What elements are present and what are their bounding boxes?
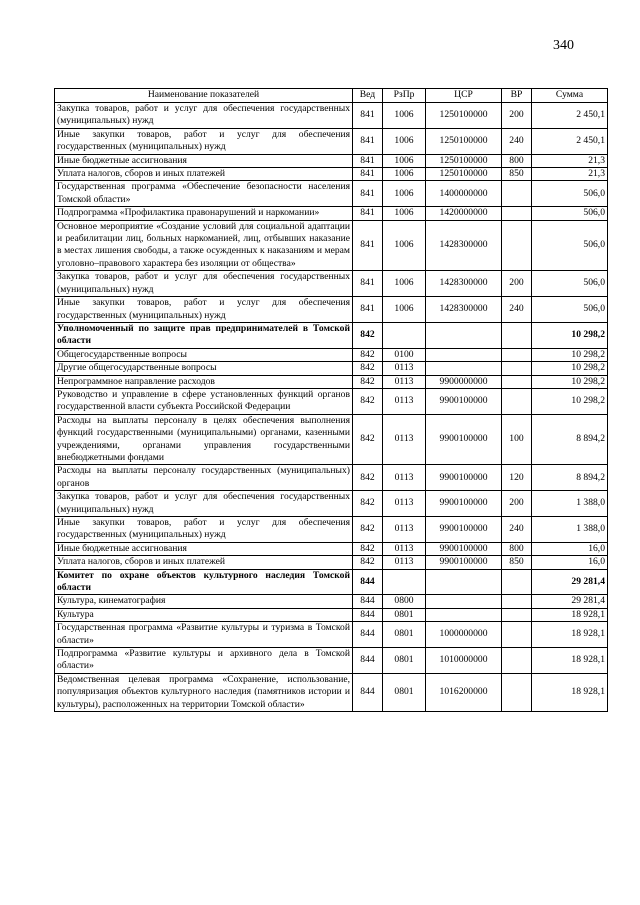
table-row [55, 414, 608, 465]
row-vr: 240 [502, 517, 532, 543]
row-sum: 2 450,1 [532, 128, 608, 154]
row-csr: 9900100000 [426, 556, 502, 569]
row-vr: 100 [502, 414, 532, 465]
row-rzpr: 0113 [383, 556, 426, 569]
table-row [55, 322, 608, 348]
row-csr: 9900100000 [426, 542, 502, 555]
row-sum: 8 894,2 [532, 465, 608, 491]
row-name: Другие общегосударственные вопросы [55, 362, 353, 375]
row-csr: 9900100000 [426, 414, 502, 465]
row-name: Государственная программа «Развитие культуры и туризма в Томской области» [55, 622, 353, 648]
table-body [55, 103, 608, 712]
header-sum: Сумма [532, 89, 608, 103]
table-row [55, 569, 608, 595]
header-name: Наименование показателей [55, 89, 353, 103]
row-rzpr: 1006 [383, 181, 426, 207]
row-ved: 844 [353, 569, 383, 595]
row-csr: 1016200000 [426, 673, 502, 711]
row-ved: 842 [353, 348, 383, 361]
table-row [55, 128, 608, 154]
row-rzpr: 1006 [383, 297, 426, 323]
table-row [55, 491, 608, 517]
row-vr: 200 [502, 103, 532, 129]
table-row [55, 168, 608, 181]
table-row [55, 271, 608, 297]
row-name: Подпрограмма «Развитие культуры и архивного дела в Томской области» [55, 648, 353, 674]
row-rzpr: 0113 [383, 491, 426, 517]
row-ved: 844 [353, 595, 383, 608]
row-sum: 506,0 [532, 220, 608, 271]
budget-table [54, 88, 608, 712]
row-rzpr: 1006 [383, 271, 426, 297]
row-csr: 9900000000 [426, 375, 502, 388]
table-row [55, 220, 608, 271]
row-rzpr [383, 322, 426, 348]
row-name: Уплата налогов, сборов и иных платежей [55, 168, 353, 181]
row-name: Руководство и управление в сфере установленных функций органов государственной власти субъекта Российской Федерации [55, 388, 353, 414]
row-vr [502, 595, 532, 608]
row-ved: 841 [353, 181, 383, 207]
row-sum: 10 298,2 [532, 388, 608, 414]
row-rzpr: 1006 [383, 168, 426, 181]
row-vr: 800 [502, 154, 532, 167]
table-row [55, 517, 608, 543]
row-rzpr: 0801 [383, 648, 426, 674]
row-sum: 16,0 [532, 542, 608, 555]
row-rzpr: 0113 [383, 375, 426, 388]
row-name: Основное мероприятие «Создание условий для социальной адаптации и реабилитации лиц, больных наркоманией, лиц, отбывших наказание в местах лишения свободы, а также осужденных к наказаниям и мерам уголовно–правового характера без изоляции от общества» [55, 220, 353, 271]
row-ved: 842 [353, 542, 383, 555]
row-vr [502, 608, 532, 621]
row-rzpr: 0800 [383, 595, 426, 608]
row-ved: 841 [353, 271, 383, 297]
row-name: Ведомственная целевая программа «Сохранение, использование, популяризация объектов культурного наследия (памятников истории и культуры), расположенных на территории Томской области» [55, 673, 353, 711]
row-ved: 842 [353, 322, 383, 348]
row-rzpr: 1006 [383, 154, 426, 167]
row-ved: 841 [353, 220, 383, 271]
row-name: Подпрограмма «Профилактика правонарушений и наркомании» [55, 207, 353, 220]
row-rzpr: 0113 [383, 362, 426, 375]
row-sum: 1 388,0 [532, 491, 608, 517]
row-csr: 9900100000 [426, 388, 502, 414]
row-ved: 842 [353, 414, 383, 465]
table-row [55, 348, 608, 361]
row-vr [502, 622, 532, 648]
row-sum: 29 281,4 [532, 595, 608, 608]
row-name: Иные закупки товаров, работ и услуг для обеспечения государственных (муниципальных) нужд [55, 517, 353, 543]
row-rzpr [383, 569, 426, 595]
row-sum: 10 298,2 [532, 375, 608, 388]
row-csr: 1250100000 [426, 128, 502, 154]
row-csr: 9900100000 [426, 465, 502, 491]
row-sum: 506,0 [532, 207, 608, 220]
row-vr [502, 673, 532, 711]
row-name: Закупка товаров, работ и услуг для обеспечения государственных (муниципальных) нужд [55, 271, 353, 297]
row-vr: 850 [502, 556, 532, 569]
row-csr: 1010000000 [426, 648, 502, 674]
row-ved: 844 [353, 648, 383, 674]
row-ved: 842 [353, 517, 383, 543]
row-csr: 1428300000 [426, 271, 502, 297]
row-vr [502, 348, 532, 361]
row-vr [502, 322, 532, 348]
row-name: Закупка товаров, работ и услуг для обеспечения государственных (муниципальных) нужд [55, 491, 353, 517]
table-row [55, 103, 608, 129]
table-row [55, 622, 608, 648]
row-rzpr: 0113 [383, 517, 426, 543]
row-csr: 1250100000 [426, 103, 502, 129]
row-sum: 506,0 [532, 271, 608, 297]
header-csr: ЦСР [426, 89, 502, 103]
row-rzpr: 0113 [383, 465, 426, 491]
row-vr: 240 [502, 297, 532, 323]
row-rzpr: 1006 [383, 207, 426, 220]
row-csr: 1250100000 [426, 168, 502, 181]
table-row [55, 207, 608, 220]
row-ved: 844 [353, 673, 383, 711]
row-ved: 842 [353, 388, 383, 414]
table-row [55, 542, 608, 555]
row-csr: 1000000000 [426, 622, 502, 648]
table-row [55, 608, 608, 621]
row-ved: 842 [353, 362, 383, 375]
row-csr: 9900100000 [426, 491, 502, 517]
row-ved: 842 [353, 556, 383, 569]
row-name: Культура [55, 608, 353, 621]
row-rzpr: 1006 [383, 128, 426, 154]
row-ved: 842 [353, 375, 383, 388]
row-rzpr: 0113 [383, 542, 426, 555]
row-name: Иные бюджетные ассигнования [55, 542, 353, 555]
row-name: Комитет по охране объектов культурного наследия Томской области [55, 569, 353, 595]
row-sum: 18 928,1 [532, 608, 608, 621]
table-row [55, 465, 608, 491]
row-csr [426, 348, 502, 361]
row-rzpr: 0113 [383, 388, 426, 414]
row-sum: 18 928,1 [532, 648, 608, 674]
row-sum: 18 928,1 [532, 622, 608, 648]
row-ved: 841 [353, 297, 383, 323]
row-rzpr: 0801 [383, 622, 426, 648]
row-name: Закупка товаров, работ и услуг для обеспечения государственных (муниципальных) нужд [55, 103, 353, 129]
row-name: Непрограммное направление расходов [55, 375, 353, 388]
row-csr: 1428300000 [426, 220, 502, 271]
row-sum: 506,0 [532, 297, 608, 323]
table-row [55, 375, 608, 388]
row-vr [502, 220, 532, 271]
row-name: Расходы на выплаты персоналу в целях обеспечения выполнения функций государственными (муниципальными) органами, казенными учреждениями, органами управления государственными внебюджетными фондами [55, 414, 353, 465]
row-name: Иные бюджетные ассигнования [55, 154, 353, 167]
row-rzpr: 0801 [383, 673, 426, 711]
row-sum: 8 894,2 [532, 414, 608, 465]
row-vr [502, 375, 532, 388]
row-name: Иные закупки товаров, работ и услуг для обеспечения государственных (муниципальных) нужд [55, 128, 353, 154]
row-sum: 10 298,2 [532, 362, 608, 375]
row-ved: 842 [353, 491, 383, 517]
header-rzpr: РзПр [383, 89, 426, 103]
row-name: Государственная программа «Обеспечение безопасности населения Томской области» [55, 181, 353, 207]
page-number: 340 [553, 38, 574, 53]
row-vr [502, 569, 532, 595]
row-sum: 29 281,4 [532, 569, 608, 595]
header-ved: Вед [353, 89, 383, 103]
row-vr: 240 [502, 128, 532, 154]
row-csr [426, 362, 502, 375]
row-sum: 16,0 [532, 556, 608, 569]
row-vr [502, 207, 532, 220]
table-row [55, 362, 608, 375]
row-vr: 200 [502, 271, 532, 297]
table-row [55, 556, 608, 569]
row-vr: 850 [502, 168, 532, 181]
table-row [55, 154, 608, 167]
row-name: Культура, кинематография [55, 595, 353, 608]
row-sum: 10 298,2 [532, 322, 608, 348]
row-vr: 120 [502, 465, 532, 491]
row-csr: 1400000000 [426, 181, 502, 207]
table-row [55, 673, 608, 711]
row-ved: 844 [353, 622, 383, 648]
row-csr [426, 595, 502, 608]
row-sum: 1 388,0 [532, 517, 608, 543]
row-rzpr: 0100 [383, 348, 426, 361]
row-vr: 200 [502, 491, 532, 517]
row-sum: 10 298,2 [532, 348, 608, 361]
row-ved: 844 [353, 608, 383, 621]
row-name: Уплата налогов, сборов и иных платежей [55, 556, 353, 569]
table-header-row [55, 89, 608, 103]
row-vr [502, 181, 532, 207]
row-ved: 841 [353, 128, 383, 154]
table-row [55, 595, 608, 608]
row-csr: 1420000000 [426, 207, 502, 220]
table-row [55, 181, 608, 207]
row-vr [502, 362, 532, 375]
row-csr [426, 322, 502, 348]
row-csr: 9900100000 [426, 517, 502, 543]
row-ved: 841 [353, 168, 383, 181]
row-name: Расходы на выплаты персоналу государственных (муниципальных) органов [55, 465, 353, 491]
row-ved: 842 [353, 465, 383, 491]
row-name: Общегосударственные вопросы [55, 348, 353, 361]
row-sum: 18 928,1 [532, 673, 608, 711]
row-name: Уполномоченный по защите прав предпринимателей в Томской области [55, 322, 353, 348]
row-name: Иные закупки товаров, работ и услуг для обеспечения государственных (муниципальных) нужд [55, 297, 353, 323]
row-rzpr: 0801 [383, 608, 426, 621]
row-sum: 21,3 [532, 154, 608, 167]
row-csr: 1250100000 [426, 154, 502, 167]
row-csr [426, 569, 502, 595]
row-rzpr: 1006 [383, 103, 426, 129]
row-ved: 841 [353, 154, 383, 167]
row-rzpr: 1006 [383, 220, 426, 271]
row-csr: 1428300000 [426, 297, 502, 323]
row-vr [502, 648, 532, 674]
row-csr [426, 608, 502, 621]
row-sum: 21,3 [532, 168, 608, 181]
table-row [55, 297, 608, 323]
row-ved: 841 [353, 103, 383, 129]
table-row [55, 388, 608, 414]
table-row [55, 648, 608, 674]
row-rzpr: 0113 [383, 414, 426, 465]
row-ved: 841 [353, 207, 383, 220]
header-vr: ВР [502, 89, 532, 103]
row-vr: 800 [502, 542, 532, 555]
row-sum: 506,0 [532, 181, 608, 207]
row-sum: 2 450,1 [532, 103, 608, 129]
row-vr [502, 388, 532, 414]
